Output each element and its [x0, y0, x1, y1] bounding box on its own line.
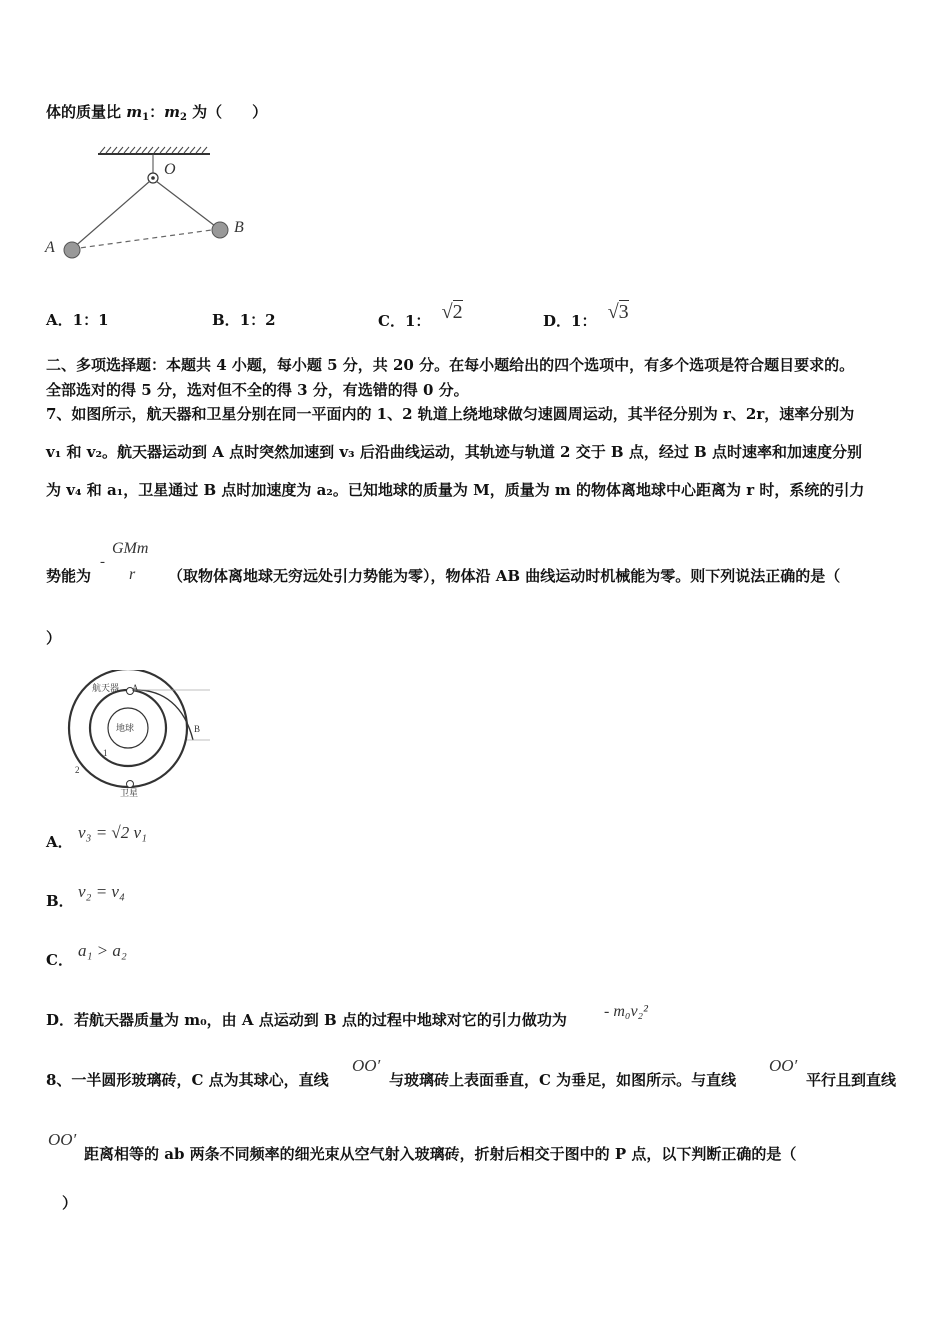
q7-line4 [46, 566, 91, 586]
option-letter: C． [46, 951, 73, 969]
q7-option-b[interactable] [46, 891, 74, 911]
ball-a [64, 242, 80, 258]
q6-stem-suffix: 为（ ） [186, 103, 268, 121]
section2-line2: 全部选对的得 5 分，选对但不全的得 3 分，有选错的得 0 分。 [46, 381, 469, 399]
option-d-text: D．若航天器质量为 m₀，由 A 点运动到 B 点的过程中地球对它的引力做功为 [46, 1011, 567, 1029]
q6-m2: m [164, 103, 180, 121]
section2-line1: 二、多项选择题：本题共 4 小题，每小题 5 分，共 20 分。在每小题给出的四个选项中，有多个选项是符合题目要求的。 [46, 356, 855, 374]
choice-letter: D． [543, 312, 572, 330]
option-c-formula: a₁ > a₂ [78, 941, 127, 960]
q6-choice-a[interactable] [46, 309, 109, 330]
q7-line2: v₁ 和 v₂。航天器运动到 A 点时突然加速到 v₃ 后沿曲线运动，其轨迹与轨道 2 交于 B 点，经过 B 点时速率和加速度分别 [46, 443, 862, 461]
q8-line1-part1: 8、一半圆形玻璃砖，C 点为其球心，直线 [46, 1071, 329, 1089]
q6-m2-sub: 2 [179, 112, 187, 123]
q7-option-d[interactable] [46, 1010, 567, 1030]
option-a-formula: v₃ = √2 v₁ [78, 823, 147, 842]
option-b-formula: v₂ = v₄ [78, 882, 125, 901]
label-orbit-1: 1 [103, 748, 108, 758]
potential-energy-formula [100, 540, 160, 590]
option-letter: A． [46, 833, 73, 851]
transfer-trajectory [130, 690, 193, 740]
choice-letter: C． [378, 312, 405, 330]
option-letter: B． [46, 892, 74, 910]
q6-stem-prefix: 体的质量比 [46, 103, 127, 121]
q7-line4-suffix: （取物体离地球无穷远处引力势能为零），物体沿 AB 曲线运动时机械能为零。则下列说法正确的是（ [168, 567, 841, 585]
label-o: O [164, 161, 176, 178]
label-satellite: 卫星 [120, 788, 139, 798]
string-ob [156, 181, 219, 229]
radicand: 3 [618, 301, 629, 323]
choice-text: 1：2 [239, 311, 276, 329]
q7-line3: 为 v₄ 和 a₁，卫星通过 B 点时加速度为 a₂。已知地球的质量为 M，质量为 m 的物体离地球中心距离为 r 时，系统的引力 [46, 481, 865, 499]
option-d-formula: - m₀v₂² [604, 1003, 648, 1020]
choice-letter: B． [212, 311, 240, 329]
pulley-axle [151, 176, 155, 180]
q6-choice-b[interactable] [212, 309, 276, 330]
choice-letter: A． [46, 311, 73, 329]
q8-oo-2: OO′ [769, 1056, 798, 1075]
label-earth: 地球 [116, 723, 135, 733]
q6-choice-d[interactable] [543, 301, 629, 332]
label-b: B [234, 219, 244, 236]
q8-oo-3: OO′ [48, 1130, 77, 1149]
q6-pendulum-figure [40, 140, 260, 270]
formula-numerator: GMm [112, 540, 149, 557]
q7-line5: ） [46, 629, 62, 647]
choice-text: 1：1 [72, 311, 109, 329]
label-point-b: B [194, 724, 201, 734]
choice-text: 1： [571, 312, 597, 330]
label-a: A [45, 239, 55, 256]
q6-m1-sub: 1 [142, 112, 150, 123]
q7-option-c[interactable] [46, 950, 73, 970]
radical-sign: √ [607, 301, 619, 323]
dashed-ab [72, 229, 219, 249]
q8-line1-part3: 平行且到直线 [806, 1071, 897, 1089]
q8-line1 [46, 1070, 329, 1090]
q7-orbit-figure [60, 670, 220, 805]
ceiling-hatch [100, 147, 207, 153]
q8-oo-1: OO′ [352, 1056, 381, 1075]
q7-line4-prefix: 势能为 [46, 567, 92, 585]
q6-colon: ： [149, 103, 165, 121]
q8-line2: 距离相等的 ab 两条不同频率的细光束从空气射入玻璃砖，折射后相交于图中的 P 点，以下判断正确的是（ [84, 1145, 797, 1163]
q6-choice-c[interactable] [378, 301, 463, 332]
radical-sign: √ [441, 301, 453, 323]
formula-denominator: r [129, 566, 136, 583]
label-point-a: A [132, 683, 139, 693]
q7-line1: 7、如图所示，航天器和卫星分别在同一平面内的 1、2 轨道上绕地球做匀速圆周运动，其半径分别为 r、2r，速率分别为 [46, 405, 855, 423]
ball-b [212, 222, 228, 238]
satellite-dot [127, 781, 134, 788]
label-orbit-2: 2 [75, 765, 80, 775]
q7-option-a[interactable] [46, 832, 73, 852]
choice-text: 1： [404, 312, 431, 330]
formula-minus: - [100, 554, 105, 570]
radicand: 2 [452, 301, 463, 323]
q6-stem [46, 102, 267, 128]
sqrt-3 [608, 301, 629, 323]
string-oa [72, 181, 150, 249]
q6-m1: m [126, 103, 143, 121]
q8-line1-part2: 与玻璃砖上表面垂直，C 为垂足，如图所示。与直线 [389, 1071, 737, 1089]
sqrt-2 [442, 301, 463, 323]
q8-line3: ） [62, 1194, 78, 1212]
label-spacecraft: 航天器 [92, 683, 120, 693]
